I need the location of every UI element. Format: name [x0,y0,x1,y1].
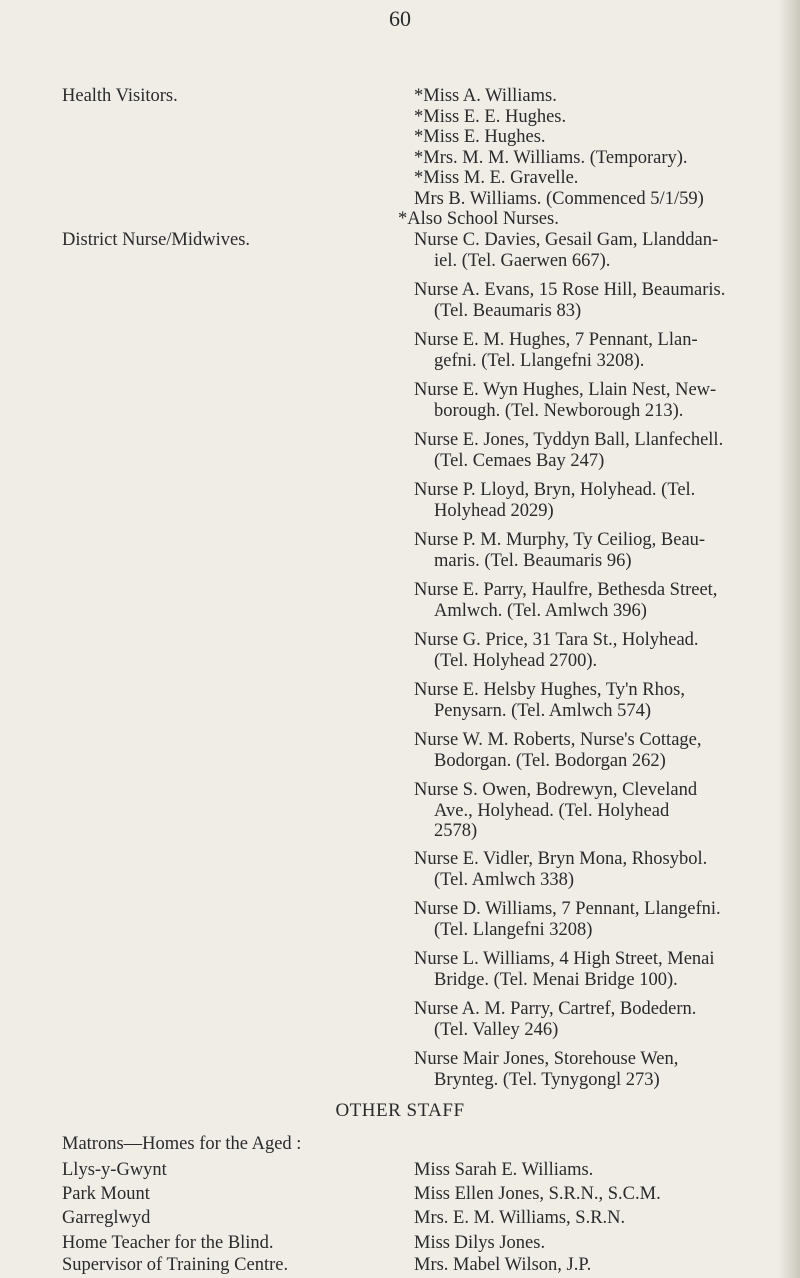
nurse-entry: Nurse W. M. Roberts, Nurse's Cottage, Bodorgan. (Tel. Bodorgan 262) [414,730,702,771]
nurse-entry: Nurse E. Parry, Haulfre, Bethesda Street, Amlwch. (Tel. Amlwch 396) [414,580,718,621]
other-staff-heading: OTHER STAFF [335,1100,465,1121]
nurse-entry: Nurse S. Owen, Bodrewyn, Cleveland Ave., Holyhead. (Tel. Holyhead 2578) [414,780,698,841]
matron-name: Miss Ellen Jones, S.R.N., S.C.M. [414,1184,661,1204]
page-number: 60 [389,6,411,31]
nurse-entry: Nurse E. M. Hughes, 7 Pennant, Llan- gefni. (Tel. Llangefni 3208). [414,330,698,371]
nurse-entry: Nurse A. Evans, 15 Rose Hill, Beaumaris. (Tel. Beaumaris 83) [414,280,726,321]
nurse-entry: Nurse E. Jones, Tyddyn Ball, Llanfechell. (Tel. Cemaes Bay 247) [414,430,724,471]
health-visitors-list [398,86,774,230]
health-visitors-label: Health Visitors. [62,86,178,106]
home-name: Llys-y-Gwynt [62,1160,167,1180]
nurse-entry: Nurse G. Price, 31 Tara St., Holyhead. (Tel. Holyhead 2700). [414,630,699,671]
nurse-entry: Nurse E. Wyn Hughes, Llain Nest, New- borough. (Tel. Newborough 213). [414,380,717,421]
district-nurses-label: District Nurse/Midwives. [62,230,251,250]
matrons-label: Matrons—Homes for the Aged : [62,1134,302,1154]
page-edge-shadow [778,0,800,1278]
matron-name: Miss Sarah E. Williams. [414,1160,594,1180]
nurse-entry: Nurse E. Vidler, Bryn Mona, Rhosybol. (Tel. Amlwch 338) [414,849,708,890]
health-visitor-name: *Miss M. E. Gravelle. [414,168,579,188]
home-name: Park Mount [62,1184,150,1204]
nurse-entry: Nurse D. Williams, 7 Pennant, Llangefni. (Tel. Llangefni 3208) [414,899,721,940]
health-visitor-name: *Miss E. Hughes. [414,127,546,147]
supervisor-label: Supervisor of Training Centre. [62,1255,289,1275]
nurse-entry: Nurse C. Davies, Gesail Gam, Llanddan- iel. (Tel. Gaerwen 667). [414,230,719,271]
nurse-entry: Nurse P. Lloyd, Bryn, Holyhead. (Tel. Holyhead 2029) [414,480,696,521]
home-name: Garreglwyd [62,1208,151,1228]
home-teacher-name: Miss Dilys Jones. [414,1233,546,1253]
health-visitor-name: *Mrs. M. M. Williams. (Temporary). [414,147,688,168]
home-teacher-label: Home Teacher for the Blind. [62,1233,274,1253]
school-nurses-footnote: *Also School Nurses. [398,209,559,229]
nurse-entry: Nurse L. Williams, 4 High Street, Menai Bridge. (Tel. Menai Bridge 100). [414,949,715,990]
health-visitor-name: *Miss E. E. Hughes. [414,106,567,127]
nurse-entry: Nurse E. Helsby Hughes, Ty'n Rhos, Penysarn. (Tel. Amlwch 574) [414,680,685,721]
nurse-entry: Nurse Mair Jones, Storehouse Wen, Brynteg. (Tel. Tynygongl 273) [414,1049,679,1090]
nurse-entry: Nurse P. M. Murphy, Ty Ceiliog, Beau- maris. (Tel. Beaumaris 96) [414,530,706,571]
nurse-entry: Nurse A. M. Parry, Cartref, Bodedern. (Tel. Valley 246) [414,999,697,1040]
supervisor-name: Mrs. Mabel Wilson, J.P. [414,1255,592,1275]
health-visitor-name: Mrs B. Williams. (Commenced 5/1/59) [414,188,704,209]
matron-name: Mrs. E. M. Williams, S.R.N. [414,1208,626,1228]
health-visitor-name: *Miss A. Williams. [414,86,557,106]
